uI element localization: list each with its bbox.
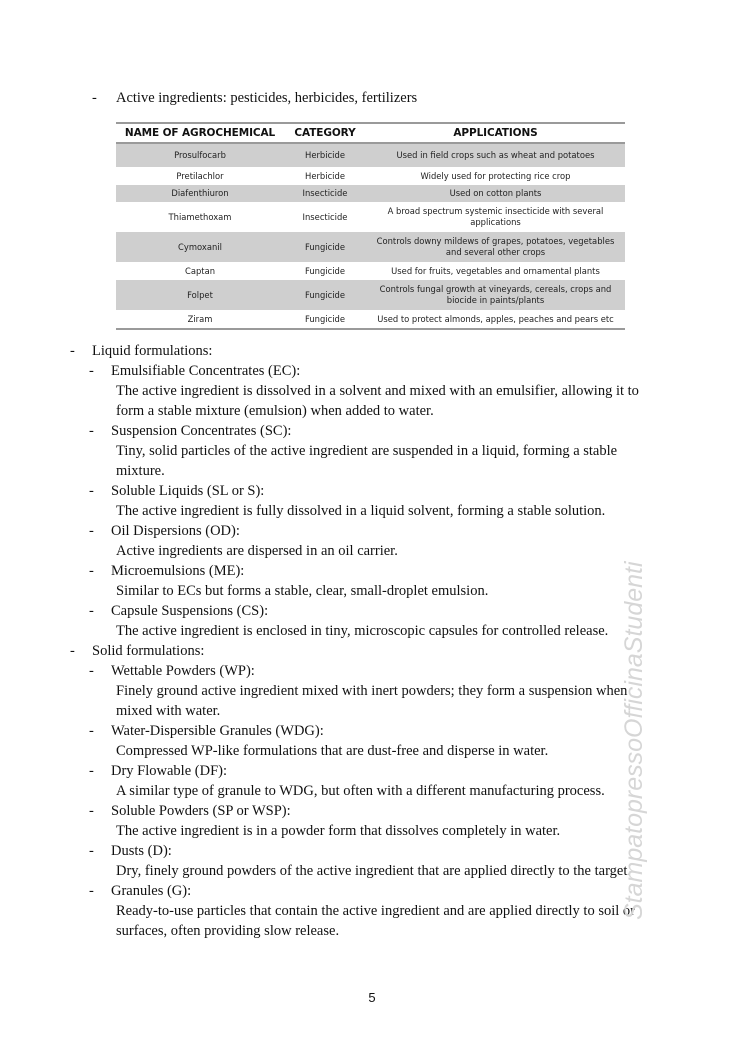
bullet-dash: - <box>89 843 94 859</box>
item-description: Ready-to-use particles that contain the active ingredient and are applied directly to soil or surfaces, often providing slow release. <box>116 903 635 939</box>
cell-category: Insecticide <box>302 211 348 222</box>
bullet-dash: - <box>70 343 75 359</box>
bullet-dash: - <box>89 423 94 439</box>
list-item <box>70 521 670 541</box>
item-description: The active ingredient is fully dissolved in a liquid solvent, forming a stable solution. <box>116 503 606 519</box>
cell-category: Herbicide <box>284 143 366 167</box>
list-item <box>70 761 670 781</box>
cell-name: Thiamethoxam <box>168 211 232 222</box>
cell-application: A broad spectrum systemic insecticide with several applications <box>387 206 604 227</box>
item-name: Capsule Suspensions (CS): <box>111 603 269 619</box>
intro-text: Active ingredients: pesticides, herbicides, fertilizers <box>116 90 418 106</box>
item-name: Dusts (D): <box>111 843 172 859</box>
list-item <box>70 421 670 441</box>
cell-name: Prosulfocarb <box>116 143 284 167</box>
agrochemical-table <box>116 122 625 330</box>
cell-application: Controls downy mildews of grapes, potatoes, vegetables and several other crops <box>366 232 625 262</box>
bullet-dash: - <box>89 563 94 579</box>
item-name: Emulsifiable Concentrates (EC): <box>111 363 301 379</box>
list-item <box>70 661 670 681</box>
item-name: Water-Dispersible Granules (WDG): <box>111 723 324 739</box>
list-item <box>70 561 670 581</box>
item-name: Suspension Concentrates (SC): <box>111 423 292 439</box>
cell-application: Controls fungal growth at vineyards, cereals, crops and biocide in paints/plants <box>366 280 625 310</box>
item-name: Wettable Powders (WP): <box>111 663 255 679</box>
cell-name: Cymoxanil <box>116 232 284 262</box>
bullet-dash: - <box>89 363 94 379</box>
list-item <box>70 481 670 501</box>
table-row <box>116 167 625 185</box>
header-name: NAME OF AGROCHEMICAL <box>116 123 284 143</box>
cell-name: Pretilachlor <box>176 170 224 181</box>
table-row <box>116 262 625 280</box>
item-name: Soluble Powders (SP or WSP): <box>111 803 291 819</box>
cell-category: Fungicide <box>304 265 346 276</box>
header-applications: APPLICATIONS <box>366 123 625 143</box>
bullet-dash: - <box>92 90 97 106</box>
bullet-dash: - <box>89 523 94 539</box>
item-description: Similar to ECs but forms a stable, clear, small-droplet emulsion. <box>116 583 489 599</box>
page-number: 5 <box>368 990 376 1005</box>
bullet-dash: - <box>89 803 94 819</box>
item-name: Microemulsions (ME): <box>111 563 245 579</box>
section-liquid <box>70 341 670 361</box>
item-description: Tiny, solid particles of the active ingredient are suspended in a liquid, forming a stable mixture. <box>116 443 618 479</box>
item-name: Oil Dispersions (OD): <box>111 523 240 539</box>
header-category: CATEGORY <box>284 123 366 143</box>
cell-category: Fungicide <box>284 310 366 329</box>
bullet-dash: - <box>89 483 94 499</box>
item-description: Compressed WP-like formulations that are dust-free and disperse in water. <box>116 743 549 759</box>
cell-name: Ziram <box>116 310 284 329</box>
bullet-dash: - <box>89 883 94 899</box>
cell-name: Captan <box>184 265 216 276</box>
list-item <box>70 801 670 821</box>
item-description: Finely ground active ingredient mixed with inert powders; they form a suspension when mixed with water. <box>116 683 628 719</box>
list-item <box>70 361 670 381</box>
list-item <box>70 601 670 621</box>
bullet-dash: - <box>89 663 94 679</box>
bullet-dash: - <box>89 603 94 619</box>
bullet-dash: - <box>89 763 94 779</box>
list-item <box>70 721 670 741</box>
item-description: The active ingredient is in a powder form that dissolves completely in water. <box>116 823 561 839</box>
cell-application: Widely used for protecting rice crop <box>420 170 571 181</box>
item-name: Soluble Liquids (SL or S): <box>111 483 265 499</box>
item-name: Granules (G): <box>111 883 192 899</box>
section-title: Liquid formulations: <box>92 343 213 359</box>
cell-name: Folpet <box>116 280 284 310</box>
cell-category: Insecticide <box>284 185 366 202</box>
table-row <box>116 202 625 232</box>
item-name: Dry Flowable (DF): <box>111 763 227 779</box>
item-description: The active ingredient is dissolved in a solvent and mixed with an emulsifier, allowing it to form a stable mixture (emulsion) when added to water. <box>116 383 639 419</box>
item-description: Active ingredients are dispersed in an oil carrier. <box>116 543 398 559</box>
cell-application: Used in field crops such as wheat and potatoes <box>366 143 625 167</box>
formulations-list <box>70 341 670 941</box>
table-row <box>116 143 625 167</box>
cell-application: Used for fruits, vegetables and ornamental plants <box>391 265 600 276</box>
cell-category: Fungicide <box>284 232 366 262</box>
table-row <box>116 310 625 329</box>
list-item <box>70 881 670 901</box>
list-item <box>70 841 670 861</box>
watermark: StampatopressoOfficinaStudenti <box>620 561 648 920</box>
item-description: Dry, finely ground powders of the active ingredient that are applied directly to the target. <box>116 863 631 879</box>
bullet-dash: - <box>70 643 75 659</box>
item-description: A similar type of granule to WDG, but often with a different manufacturing process. <box>116 783 605 799</box>
item-description: The active ingredient is enclosed in tiny, microscopic capsules for controlled release. <box>116 623 609 639</box>
section-title: Solid formulations: <box>92 643 205 659</box>
table-row <box>116 280 625 310</box>
table-header-row <box>116 123 625 143</box>
cell-category: Herbicide <box>305 170 345 181</box>
cell-category: Fungicide <box>284 280 366 310</box>
cell-application: Used to protect almonds, apples, peaches and pears etc <box>366 310 625 329</box>
cell-application: Used on cotton plants <box>366 185 625 202</box>
intro-bullet <box>92 88 417 108</box>
table-row <box>116 232 625 262</box>
section-solid <box>70 641 670 661</box>
bullet-dash: - <box>89 723 94 739</box>
cell-name: Diafenthiuron <box>116 185 284 202</box>
table-row <box>116 185 625 202</box>
